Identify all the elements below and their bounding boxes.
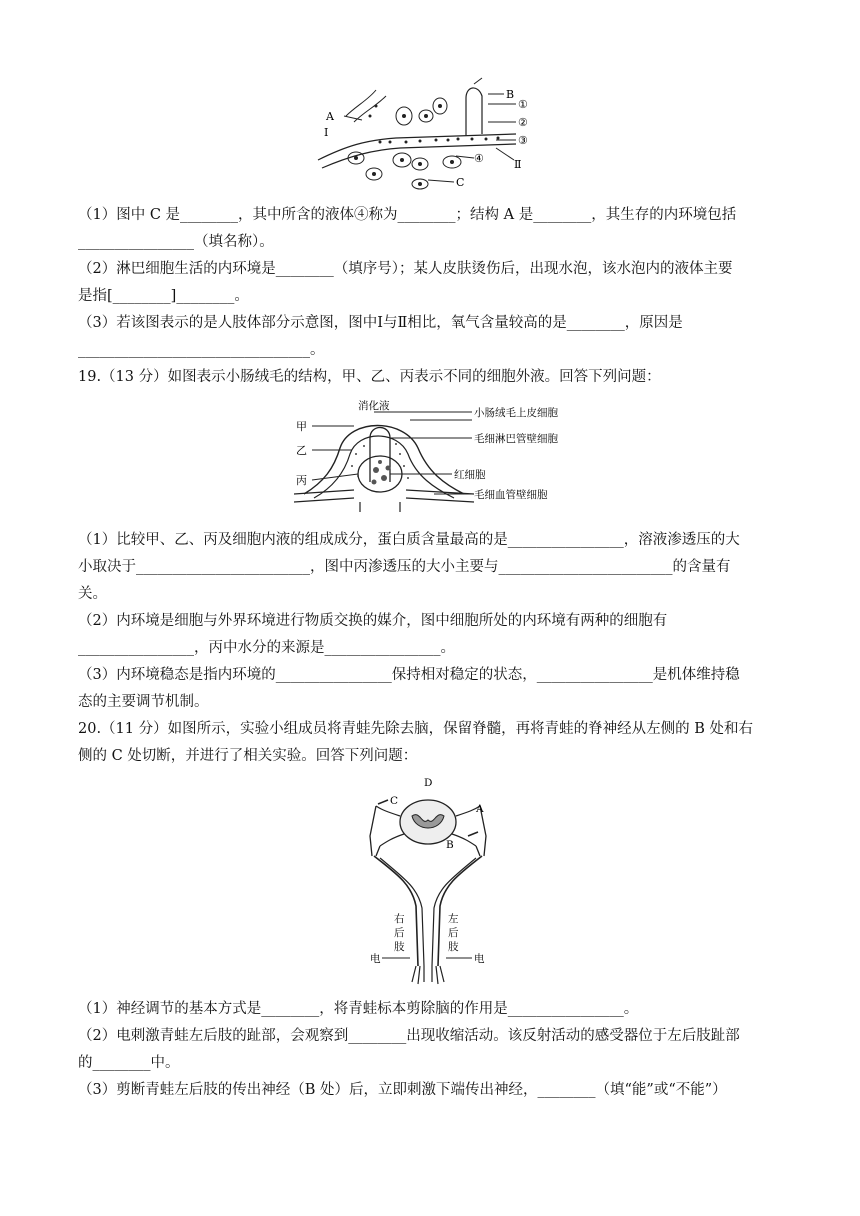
label-B: B — [506, 88, 515, 101]
q19-line1: （1）比较甲、乙、丙及细胞内液的组成成分，蛋白质含量最高的是________________，溶液渗透压的大 — [78, 532, 740, 548]
label-2: ② — [518, 116, 528, 129]
q18-line4: 是指[________]________。 — [78, 288, 249, 304]
q18-line6: ________________________________。 — [78, 342, 325, 358]
villus-diagram — [294, 398, 566, 512]
label-lymph-wall: 毛细淋巴管壁细胞 — [474, 433, 558, 445]
q19-line6: （3）内环境稳态是指内环境的________________保持相对稳定的状态，________________是机体维持稳 — [78, 667, 740, 683]
left-leg-1: 左 — [448, 913, 459, 925]
label-digestive-fluid: 消化液 — [358, 400, 390, 412]
label-1: ① — [518, 98, 528, 111]
label-D: D — [424, 777, 433, 789]
q20-line3: 的________中。 — [78, 1055, 180, 1071]
tissue-diagram — [316, 76, 548, 192]
label-elec-right: 电 — [370, 953, 381, 965]
label-rbc: 红细胞 — [454, 469, 486, 481]
label-II: Ⅱ — [514, 158, 522, 171]
q18-line1: （1）图中 C 是________，其中所含的液体④称为________；结构 A 是________，其生存的内环境包括 — [78, 207, 737, 223]
label-A: A — [476, 803, 484, 815]
q19-line7: 态的主要调节机制。 — [78, 694, 209, 710]
q19-line4: （2）内环境是细胞与外界环境进行物质交换的媒介，图中细胞所处的内环境有两种的细胞有 — [78, 613, 668, 629]
label-C: C — [456, 176, 465, 189]
label-I: I — [324, 126, 329, 139]
label-B: B — [446, 839, 454, 851]
label-4: ④ — [474, 152, 484, 165]
q18-line3: （2）淋巴细胞生活的内环境是________（填序号）；某人皮肤烫伤后，出现水泡，该水泡内的液体主要 — [78, 261, 733, 277]
label-elec-left: 电 — [474, 953, 485, 965]
q20-title: 20.（11 分）如图所示，实验小组成员将青蛙先除去脑，保留脊髓，再将青蛙的脊神经从左侧的 B 处和右 — [78, 721, 753, 737]
label-jia: 甲 — [296, 420, 307, 433]
label-3: ③ — [518, 134, 528, 147]
label-bing: 丙 — [296, 474, 307, 487]
q20-line1: （1）神经调节的基本方式是________，将青蛙标本剪除脑的作用是________________。 — [78, 1001, 639, 1017]
q19-title: 19.（13 分）如图表示小肠绒毛的结构，甲、乙、丙表示不同的细胞外液。回答下列问题： — [78, 369, 661, 385]
frog-spinal-diagram — [360, 776, 500, 988]
right-leg-2: 后 — [394, 927, 405, 939]
q20-line2: （2）电刺激青蛙左后肢的趾部，会观察到________出现收缩活动。该反射活动的感受器位于左后肢趾部 — [78, 1028, 740, 1044]
q19-line2: 小取决于________________________，图中丙渗透压的大小主要与________________________的含量有 — [78, 559, 731, 575]
right-leg-1: 右 — [394, 913, 405, 925]
q20-title2: 侧的 C 处切断，并进行了相关实验。回答下列问题： — [78, 748, 418, 764]
q19-line5: ________________，丙中水分的来源是________________。 — [78, 640, 455, 656]
label-yi: 乙 — [296, 444, 307, 457]
label-C: C — [390, 795, 399, 807]
label-capillary-wall: 毛细血管壁细胞 — [474, 489, 548, 501]
left-leg-2: 后 — [448, 927, 459, 939]
q19-line3: 关。 — [78, 586, 107, 602]
label-epithelial: 小肠绒毛上皮细胞 — [474, 407, 558, 419]
q20-line4: （3）剪断青蛙左后肢的传出神经（B 处）后，立即刺激下端传出神经，________（填“能”或“不能”） — [78, 1082, 727, 1098]
label-A: A — [326, 110, 334, 123]
left-leg-3: 肢 — [448, 941, 459, 953]
q18-line5: （3）若该图表示的是人肢体部分示意图，图中Ⅰ与Ⅱ相比，氧气含量较高的是________，原因是 — [78, 315, 683, 331]
q18-line2: ________________（填名称）。 — [78, 234, 274, 250]
right-leg-3: 肢 — [394, 941, 405, 953]
